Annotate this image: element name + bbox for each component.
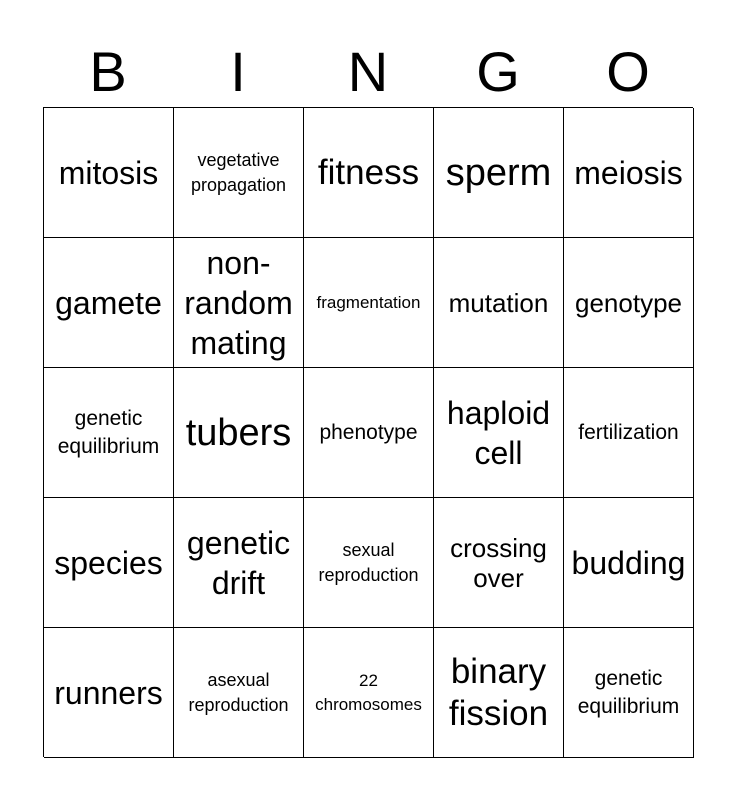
bingo-cell[interactable] [304, 108, 434, 238]
header-letter-n: N [347, 40, 389, 103]
bingo-cell[interactable] [304, 498, 434, 628]
cell-text: fertilization [578, 420, 679, 444]
header-letter-g: G [476, 40, 520, 103]
cell-text: gamete [55, 284, 162, 321]
cell-text: budding [571, 544, 686, 581]
bingo-cell[interactable] [434, 238, 564, 368]
bingo-cell[interactable] [304, 238, 434, 368]
bingo-grid [43, 107, 693, 757]
header-letter-i: I [230, 40, 246, 103]
bingo-cell[interactable] [434, 108, 564, 238]
cell-text: genotype [575, 287, 682, 318]
cell-text: vegetative propagation [190, 149, 287, 195]
cell-text: meiosis [574, 154, 683, 191]
cell-text: fitness [317, 152, 420, 192]
header-letter-b: B [89, 40, 127, 103]
bingo-cell[interactable] [434, 368, 564, 498]
bingo-cell[interactable] [564, 498, 694, 628]
bingo-cell[interactable] [304, 628, 434, 758]
bingo-header [43, 36, 693, 108]
bingo-cell[interactable] [174, 108, 304, 238]
bingo-cell[interactable] [434, 628, 564, 758]
cell-text: tubers [185, 411, 292, 454]
cell-text: mitosis [58, 154, 159, 191]
cell-text: runners [54, 674, 163, 711]
cell-text: mutation [448, 287, 549, 318]
bingo-cell[interactable] [44, 628, 174, 758]
cell-text: crossing over [450, 532, 547, 593]
bingo-cell[interactable] [434, 498, 564, 628]
bingo-cell[interactable] [174, 628, 304, 758]
bingo-cell[interactable] [564, 628, 694, 758]
bingo-cell[interactable] [44, 108, 174, 238]
cell-text: binary fission [448, 651, 549, 733]
cell-text: genetic equilibrium [577, 666, 680, 718]
cell-text: non-random mating [184, 244, 293, 361]
bingo-cell[interactable] [174, 498, 304, 628]
bingo-cell[interactable] [44, 368, 174, 498]
cell-text: sperm [445, 151, 552, 194]
cell-text: genetic drift [186, 524, 291, 601]
bingo-cell[interactable] [564, 108, 694, 238]
cell-text: genetic equilibrium [57, 406, 160, 458]
cell-text: fragmentation [316, 292, 421, 312]
cell-text: haploid cell [446, 394, 551, 471]
cell-text: sexual reproduction [318, 539, 419, 585]
bingo-cell[interactable] [304, 368, 434, 498]
bingo-cell[interactable] [174, 368, 304, 498]
cell-text: 22 chromosomes [315, 670, 422, 714]
bingo-cell[interactable] [564, 238, 694, 368]
bingo-cell[interactable] [44, 238, 174, 368]
bingo-cell[interactable] [174, 238, 304, 368]
bingo-cell[interactable] [44, 498, 174, 628]
cell-text: species [54, 544, 163, 581]
cell-text: asexual reproduction [188, 669, 289, 715]
cell-text: phenotype [319, 420, 418, 444]
header-letter-o: O [606, 40, 650, 103]
bingo-cell[interactable] [564, 368, 694, 498]
